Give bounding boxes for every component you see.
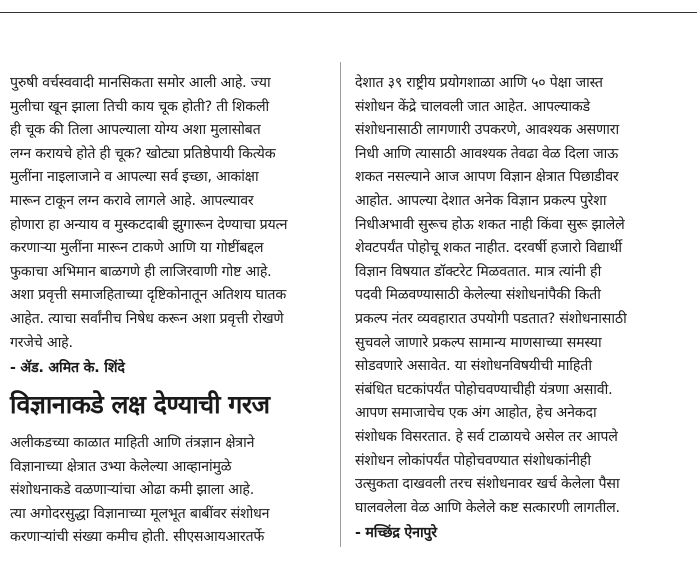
top-rule xyxy=(0,12,697,13)
letter-one-line: फुकाचा अभिमान बाळगणे ही लाजिरवाणी गोष्ट आहे. xyxy=(10,263,272,280)
letter-two-line: संशोधनासाठी लागणारी उपकरणे, आवश्यक असणारा xyxy=(355,122,619,139)
letter-two-line: उत्सुकता दाखवली तरच संशोधनावर खर्च केलेला पैसा xyxy=(355,476,620,493)
letter-two-line: देशात ३९ राष्ट्रीय प्रयोगशाळा आणि ५० पेक्षा जास्त xyxy=(355,75,603,91)
letter-one-line: ही चूक की तिला आपल्याला योग्य अशा मुलासोबत xyxy=(10,122,261,139)
letter-two-line: संशोधक विसरतात. हे सर्व टाळायचे असेल तर आपले xyxy=(355,428,618,445)
letter-one-line: करणाऱ्या मुलींना मारून टाकणे आणि या गोष्टींबद्दल xyxy=(10,240,264,257)
letter-one-line: मुलींना नाइलाजाने व आपल्या सर्व इच्छा, आकांक्षा xyxy=(10,169,259,186)
letter-two-line: संशोधन केंद्रे चालवली जात आहेत. आपल्याकडे xyxy=(355,98,590,115)
letter-two-line: करणाऱ्यांची संख्या कमीच होती. सीएसआयआरतर्फे xyxy=(10,529,265,546)
letter-one-line: होणारा हा अन्याय व मुस्कटदाबी झुगारून देण्याचा प्रयत्न xyxy=(10,216,288,233)
letter-one-line: लग्न करायचे होते ही चूक? खोट्या प्रतिष्ठेपायी कित्येक xyxy=(10,145,276,162)
letter-two-line: घालवलेला वेळ आणि केलेले कष्ट सत्कारणी लागतील. xyxy=(355,499,620,516)
letter-two-line: शकत नसल्याने आज आपण विज्ञान क्षेत्रात पिछाडीवर xyxy=(355,169,619,186)
letter-two-line: आपण समाजाचेच एक अंग आहोत, हेच अनेकदा xyxy=(355,405,597,422)
letter-one-signature: - ॲड. अमित के. शिंदे xyxy=(10,360,125,377)
letter-one-line: अशा प्रवृत्ती समाजहिताच्या दृष्टिकोनातून अतिशय घातक xyxy=(10,287,287,304)
letter-two-left-column xyxy=(10,432,330,550)
letter-one-line: पुरुषी वर्चस्ववादी मानसिकता समोर आली आहे. ज्या xyxy=(10,75,271,91)
letter-two-line: प्रकल्प नंतर व्यवहारात उपयोगी पडतात? संशोधनासाठी xyxy=(355,310,627,327)
letter-one-line: गरजेचे आहे. xyxy=(10,334,73,351)
letter-two-line: संशोधन लोकांपर्यंत पोहोचवण्यात संशोधकांनीही xyxy=(355,452,591,469)
letter-two-line: विज्ञानाच्या क्षेत्रात उभ्या केलेल्या आव्हानांमुळे xyxy=(10,458,232,475)
letter-two-signature: - मच्छिंद्र ऐनापुरे xyxy=(355,525,437,542)
letter-two-line: संबंधित घटकांपर्यंत पोहोचवण्याचीही यंत्रणा असावी. xyxy=(355,381,613,398)
letter-two-line: संशोधनाकडे वळणाऱ्यांचा ओढा कमी झाला आहे. xyxy=(10,482,255,499)
letter-two-line: त्या अगोदरसुद्धा विज्ञानाच्या मूलभूत बाबींवर संशोधन xyxy=(10,505,270,522)
letter-two-right-column xyxy=(355,72,690,546)
letter-one-line: आहेत. त्याचा सर्वांनीच निषेध करून अशा प्रवृत्ती रोखणे xyxy=(10,310,284,327)
letter-one-line: मारून टाकून लग्न करावे लागले आहे. आपल्यावर xyxy=(10,192,254,209)
letter-two-line: विज्ञान विषयात डॉक्टरेट मिळवतात. मात्र त्यांनी ही xyxy=(355,263,602,280)
letter-two-line: निधी आणि त्यासाठी आवश्यक तेवढा वेळ दिला जाऊ xyxy=(355,145,619,162)
column-divider xyxy=(340,62,341,547)
letter-one-column xyxy=(10,72,330,381)
letter-two-line: निधीअभावी सुरूच होऊ शकत नाही किंवा सुरू झालेले xyxy=(355,216,625,233)
letter-two-line: शेवटपर्यंत पोहोचू शकत नाहीत. दरवर्षी हजारो विद्यार्थी xyxy=(355,240,622,257)
letter-two-headline: विज्ञानाकडे लक्ष देण्याची गरज xyxy=(10,390,270,419)
letter-two-line: सुचवले जाणारे प्रकल्प सामान्य माणसाच्या समस्या xyxy=(355,334,602,351)
letter-one-line: मुलीचा खून झाला तिची काय चूक होती? ती शिकली xyxy=(10,98,270,115)
letter-two-line: पदवी मिळवण्यासाठी केलेल्या संशोधनांपैकी किती xyxy=(355,287,601,304)
letter-two-line: सोडवणारे असावेत. या संशोधनविषयीची माहिती xyxy=(355,358,592,375)
letter-two-line: अलीकडच्या काळात माहिती आणि तंत्रज्ञान क्षेत्राने xyxy=(10,435,255,451)
letter-two-line: आहोत. आपल्या देशात अनेक विज्ञान प्रकल्प पुरेशा xyxy=(355,192,607,209)
